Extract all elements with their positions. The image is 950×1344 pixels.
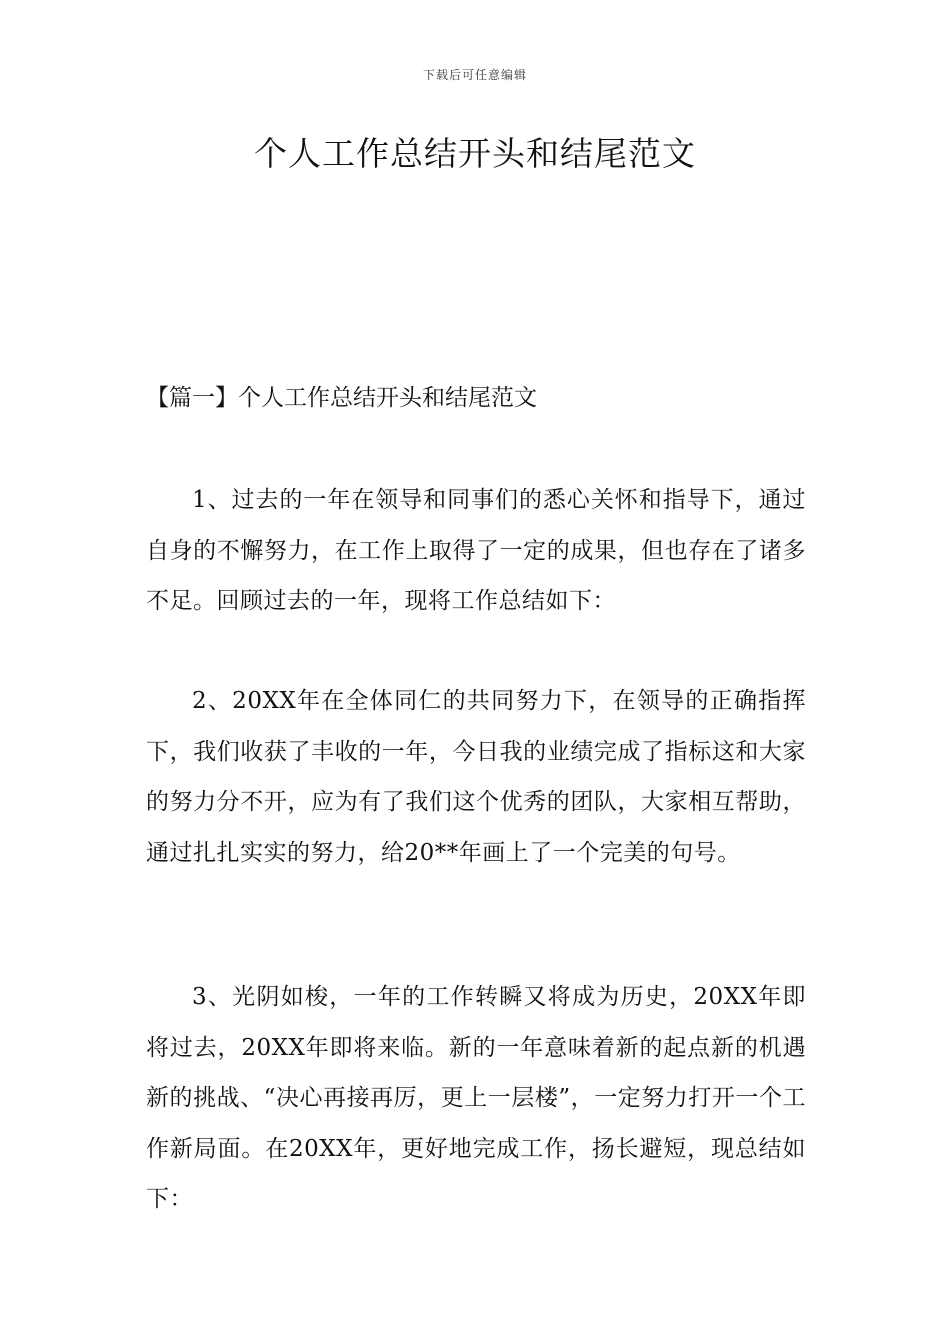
document-title: 个人工作总结开头和结尾范文 — [254, 134, 696, 173]
header-note: 下载后可任意编辑 — [422, 68, 527, 82]
paragraph-1: 1、过去的一年在领导和同事们的悉心关怀和指导下，通过自身的不懈努力，在工作上取得了一定的成果，但也存在了诸多不足。回顾过去的一年，现将工作总结如下： — [146, 487, 806, 614]
section-heading: 【篇一】个人工作总结开头和结尾范文 — [146, 385, 537, 411]
paragraph-2: 2、20XX年在全体同仁的共同努力下，在领导的正确指挥下，我们收获了丰收的一年，今日我的业绩完成了指标这和大家的努力分不开，应为有了我们这个优秀的团队，大家相互帮助，通过扎扎实实的努力，给20**年画上了一个完美的句号。 — [146, 688, 806, 866]
paragraph-3: 3、光阴如梭，一年的工作转瞬又将成为历史，20XX年即将过去，20XX年即将来临。新的一年意味着新的起点新的机遇新的挑战、“决心再接再厉，更上一层楼”，一定努力打开一个工作新局面。在20XX年，更好地完成工作，扬长避短，现总结如下： — [146, 984, 806, 1212]
